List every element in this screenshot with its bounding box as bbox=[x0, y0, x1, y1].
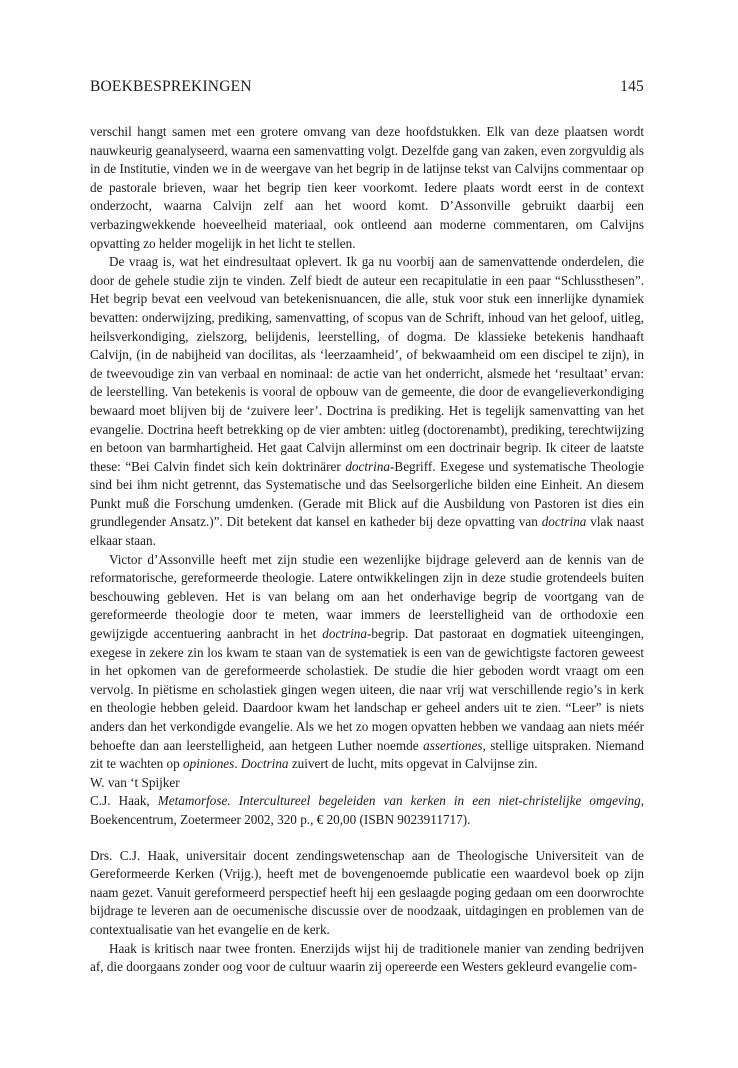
text-run: vlak naast elkaar staan. bbox=[90, 514, 644, 549]
text-run: . bbox=[234, 756, 241, 772]
text-run: C.J. Haak, bbox=[90, 793, 158, 809]
paragraph bbox=[90, 253, 644, 551]
section-title: BOEKBESPREKINGEN bbox=[90, 78, 252, 95]
text-run: , Boekencentrum, Zoetermeer 2002, 320 p., € 20,00 (ISBN 9023911717). bbox=[90, 793, 644, 827]
book-reference bbox=[90, 792, 644, 829]
reviewer-signature: W. van ‘t Spijker bbox=[90, 774, 180, 790]
page-number: 145 bbox=[620, 78, 644, 95]
text-run: Victor d’Assonville heeft met zijn studie een wezenlijke bijdrage geleverd aan de kennis van de reformatorische, gereformeerde theologie. Latere ontwikkelingen zijn in deze studie grotendeels buiten beschouwing gebleven. Het is van belang om aan het onderhavige begrip de voortgang van de gereformeerde theologie door te meten, waar immers de leerstelligheid van de orthodoxie een gewijzigde accentuering aanbracht in het bbox=[90, 551, 644, 642]
italic-text: Doctrina bbox=[240, 756, 289, 772]
text-run: De vraag is, wat het eindresultaat oplevert. Ik ga nu voorbij aan de samenvattende onderdelen, die door de gehele studie zijn te vinden. Zelf biedt de auteur een recapitulatie in een paar “Schlussthesen”. Het begrip bevat een veelvoud van betekenisnuancen, die alle, stuk voor stuk een innerlijke dynamiek bevatten: onderwijzing, prediking, samenvatting, of scopus van de Schrift, inhoud van het geloof, uitleg, heilsverkondiging, zielszorg, belijdenis, leerstelling, of dogma. De klassieke betekenis handhaaft Calvijn, (in de nabijheid van docilitas, als ‘leerzaamheid’, of bekwaamheid om een discipel te zijn), in de tweevoudige zin van verbaal en nominaal: de actie van het onderricht, alsmede het ‘resultaat’ ervan: de leerstelling. Van betekenis is vooral de opbouw van de gemeente, die door de evangelieverkondiging bewaard moet blijven bij de ‘zuivere leer’. Doctrina is prediking. Het is tegelijk samenvatting van het evangelie. Doctrina heeft betrekking op de vier ambten: uitleg (doctorenambt), prediking, terechtwijzing en betoon van barmhartigheid. Het gaat Calvijn allerminst om een doctrinair begrip. Ik citeer de laatste these: “Bei Calvin findet sich kein doktrinärer bbox=[90, 254, 644, 474]
italic-text: assertiones bbox=[423, 737, 483, 753]
text-run: Drs. C.J. Haak, universitair docent zendingswetenschap aan de Theologische Universiteit van de Gereformeerde Kerken (Vrijg.), heeft met de bovengenoemde publicatie een waardevol boek op zijn naam gezet. Vanuit gereformeerd perspectief heeft hij een geslaagde poging gedaan om een doorwrochte bijdrage te leveren aan de oecumenische discussie over de noodzaak, uitdagingen en problemen van de contextualisatie van het evangelie en de kerk. bbox=[90, 847, 644, 937]
text-run: -Begriff. Exegese und systematische Theologie sind bei ihm nicht getrennt, das Systematische und das Seelsorgerliche bilden eine Einheit. An diesem Punkt muß die Forschung umdenken. (Gerade mit Blick auf die Ausbildung von Pastoren ist dies ein grundlegender Ansatz.)”. Dit betekent dat kansel en katheder bij deze opvatting van bbox=[90, 458, 644, 530]
italic-text: opiniones bbox=[183, 756, 235, 772]
review-2 bbox=[90, 847, 644, 977]
running-header bbox=[90, 78, 644, 98]
page-body bbox=[90, 123, 644, 977]
italic-text: doctrina bbox=[345, 458, 391, 474]
review-1 bbox=[90, 123, 644, 792]
text-run: , stellige uitspraken. Niemand zit te wachten op bbox=[90, 737, 644, 772]
paragraph bbox=[90, 123, 644, 253]
italic-text: doctrina bbox=[322, 626, 367, 642]
text-run: Haak is kritisch naar twee fronten. Enerzijds wijst hij de traditionele manier van zending bedrijven af, die doorgaans zonder oog voor de cultuur waarin zij opereerde een Westers gekleurd evangelie com- bbox=[90, 940, 644, 975]
italic-text: doctrina bbox=[541, 514, 587, 530]
italic-text: Metamorfose. Intercultureel begeleiden van kerken in een niet-christelijke omgeving bbox=[157, 793, 641, 809]
text-run: verschil hangt samen met een grotere omvang van deze hoofdstukken. Elk van deze plaatsen wordt nauwkeurig geanalyseerd, waarna een samenvatting volgt. Dezelfde gang van zaken, even zorgvuldig als in de Institutie, vinden we in de weergave van het begrip in de latijnse tekst van Calvijns commentaar op de pastorale brieven, waar het begrip tien keer voorkomt. Iedere plaats wordt eerst in de context onderzocht, waarna Calvijn zelf aan het woord komt. D’Assonville gebruikt daarbij een verbazingwekkende hoeveelheid materiaal, ook ontleend aan moderne commentaren, om Calvijns opvatting zo helder mogelijk in het licht te stellen. bbox=[90, 124, 644, 251]
paragraph bbox=[90, 940, 644, 977]
text-run: zuivert de lucht, mits opgevat in Calvijnse zin. bbox=[288, 756, 538, 772]
paragraph bbox=[90, 847, 644, 940]
paragraph bbox=[90, 551, 644, 774]
text-run: -begrip. Dat pastoraat en dogmatiek uiteengingen, exegese in zekere zin los kwam te staan van de systematiek is een van de gewichtigste factoren geweest in het opkomen van de gereformeerde scholastiek. De studie die hier geboden wordt vraagt om een vervolg. In piëtisme en scholastiek gingen wegen uiteen, die naar vrij wat verschillende regio’s in kerk en theologie hebben geleid. Daardoor kwam het landschap er geheel anders uit te zien. “Leer” is niets anders dan het verkondigde evangelie. Als we het zo mogen opvatten hebben we vandaag aan niets méér behoefte dan aan leerstelligheid, aan hetgeen Luther noemde bbox=[90, 626, 644, 753]
